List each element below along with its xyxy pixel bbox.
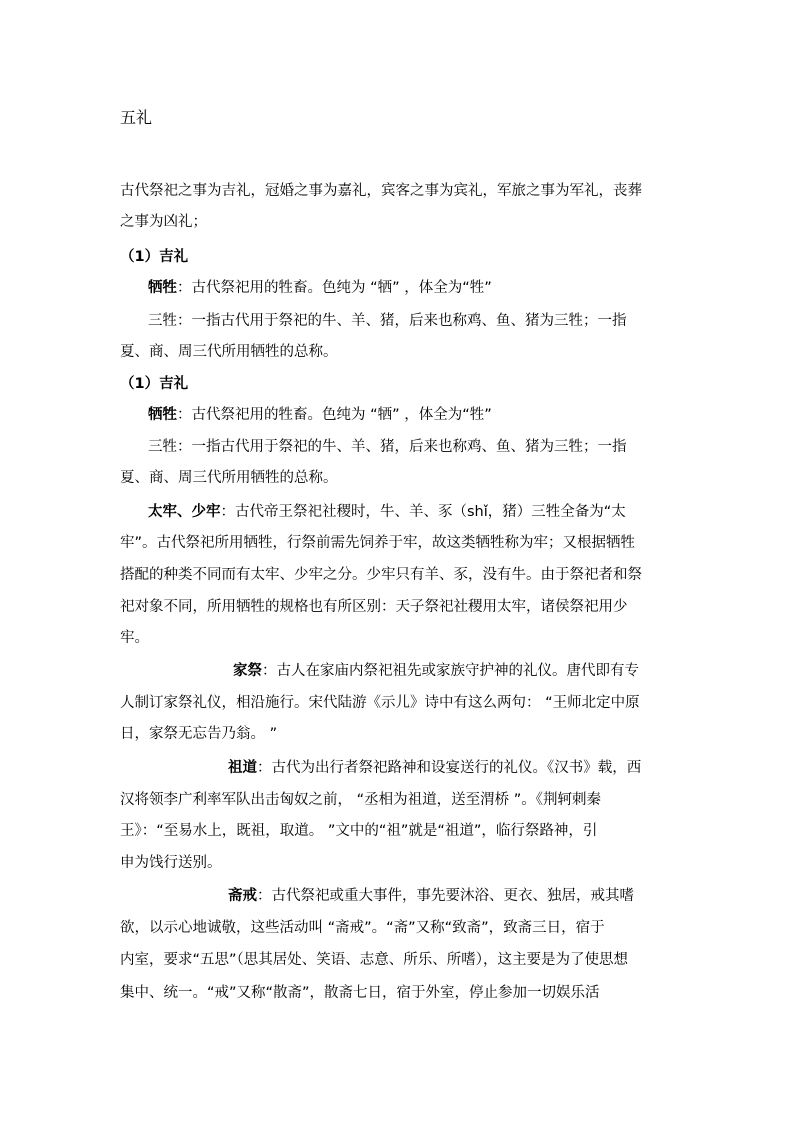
definition: ：古代祭祀用的牲畜。色纯为 “牺” ，体全为“牲” (177, 407, 492, 423)
zudao-line-2: 汉将领李广利率军队出击匈奴之前， “丞相为祖道，送至渭桥 ”。《荆轲刺秦 (120, 792, 601, 808)
term: 太牢、少牢 (148, 504, 221, 520)
zudao-line-3: 王》：“至易水上，既祖，取道。 ”文中的“祖”就是“祖道”，临行祭路神，引 (120, 823, 598, 839)
term: 家祭 (233, 663, 262, 679)
tailao-line-4: 祀对象不同，所用牺牲的规格也有所区别：天子祭祀社稷用太牢，诸侯祭祀用少 (120, 599, 628, 615)
section-heading-text: （1）吉礼 (120, 376, 189, 392)
zhaijie-line-4: 集中、统一。“戒”又称“散斋”，散斋七日，宿于外室，停止参加一切娱乐活 (120, 985, 600, 1001)
xisheng-paragraph (148, 278, 492, 298)
document-title: 五礼 (120, 108, 153, 127)
zhaijie-line-3: 内室，要求“五思”（思其居处、笑语、志意、所乐、所嗜），这主要是为了使思想 (120, 952, 629, 968)
xisheng-paragraph (148, 405, 492, 425)
zudao-line-1 (228, 758, 641, 778)
tailao-line-1 (148, 502, 626, 522)
term: 祖道 (228, 760, 257, 776)
intro-line-1: 古代祭祀之事为吉礼，冠婚之事为嘉礼，宾客之事为宾礼，军旅之事为军礼，丧葬 (120, 183, 642, 199)
zhaijie-line-1 (228, 886, 634, 906)
sansheng-line-2: 夏、商、周三代所用牺牲的总称。 (120, 344, 338, 360)
jiaji-line-1 (233, 661, 639, 681)
definition: ：古代为出行者祭祀路神和设宴送行的礼仪。《汉书》载，西 (257, 760, 642, 776)
intro-line-2: 之事为凶礼； (120, 214, 207, 230)
jiaji-line-3: 日，家祭无忘告乃翁。 ” (120, 726, 278, 742)
sansheng-line-1: 三牲：一指古代用于祭祀的牛、羊、猪，后来也称鸡、鱼、猪为三牲；一指 (148, 439, 627, 455)
definition: ：古代祭祀或重大事件，事先要沐浴、更衣、独居，戒其嗜 (257, 888, 634, 904)
definition: ：古代祭祀用的牲畜。色纯为 “牺” ，体全为“牲” (177, 280, 492, 296)
section-heading (120, 247, 188, 267)
term: 牺牲 (148, 407, 177, 423)
tailao-line-3: 搭配的种类不同而有太牢、少牢之分。少牢只有羊、豕，没有牛。由于祭祀者和祭 (120, 567, 642, 583)
term: 斋戒 (228, 888, 257, 904)
sansheng-line-1: 三牲：一指古代用于祭祀的牛、羊、猪，后来也称鸡、鱼、猪为三牲；一指 (148, 313, 627, 329)
term: 牺牲 (148, 280, 177, 296)
zhaijie-line-2: 欲，以示心地诚敬，这些活动叫 “斋戒”。“斋”又称“致斋”，致斋三日，宿于 (120, 920, 605, 936)
jiaji-line-2: 人制订家祭礼仪，相沿施行。宋代陆游《示儿》诗中有这么两句： “王师北定中原 (120, 695, 640, 711)
definition: ：古人在家庙内祭祀祖先或家族守护神的礼仪。唐代即有专 (262, 663, 639, 679)
sansheng-line-2: 夏、商、周三代所用牺牲的总称。 (120, 470, 338, 486)
tailao-line-2: 牢”。古代祭祀所用牺牲，行祭前需先饲养于牢，故这类牺牲称为牢；又根据牺牲 (120, 535, 636, 551)
definition: ：古代帝王祭祀社稷时，牛、羊、豕（shǐ，猪）三牲全备为“太 (220, 504, 626, 520)
tailao-line-5: 牢。 (120, 630, 149, 646)
section-heading (120, 374, 188, 394)
section-heading-text: （1）吉礼 (120, 249, 189, 265)
zudao-line-4: 申为饯行送别。 (120, 855, 222, 871)
